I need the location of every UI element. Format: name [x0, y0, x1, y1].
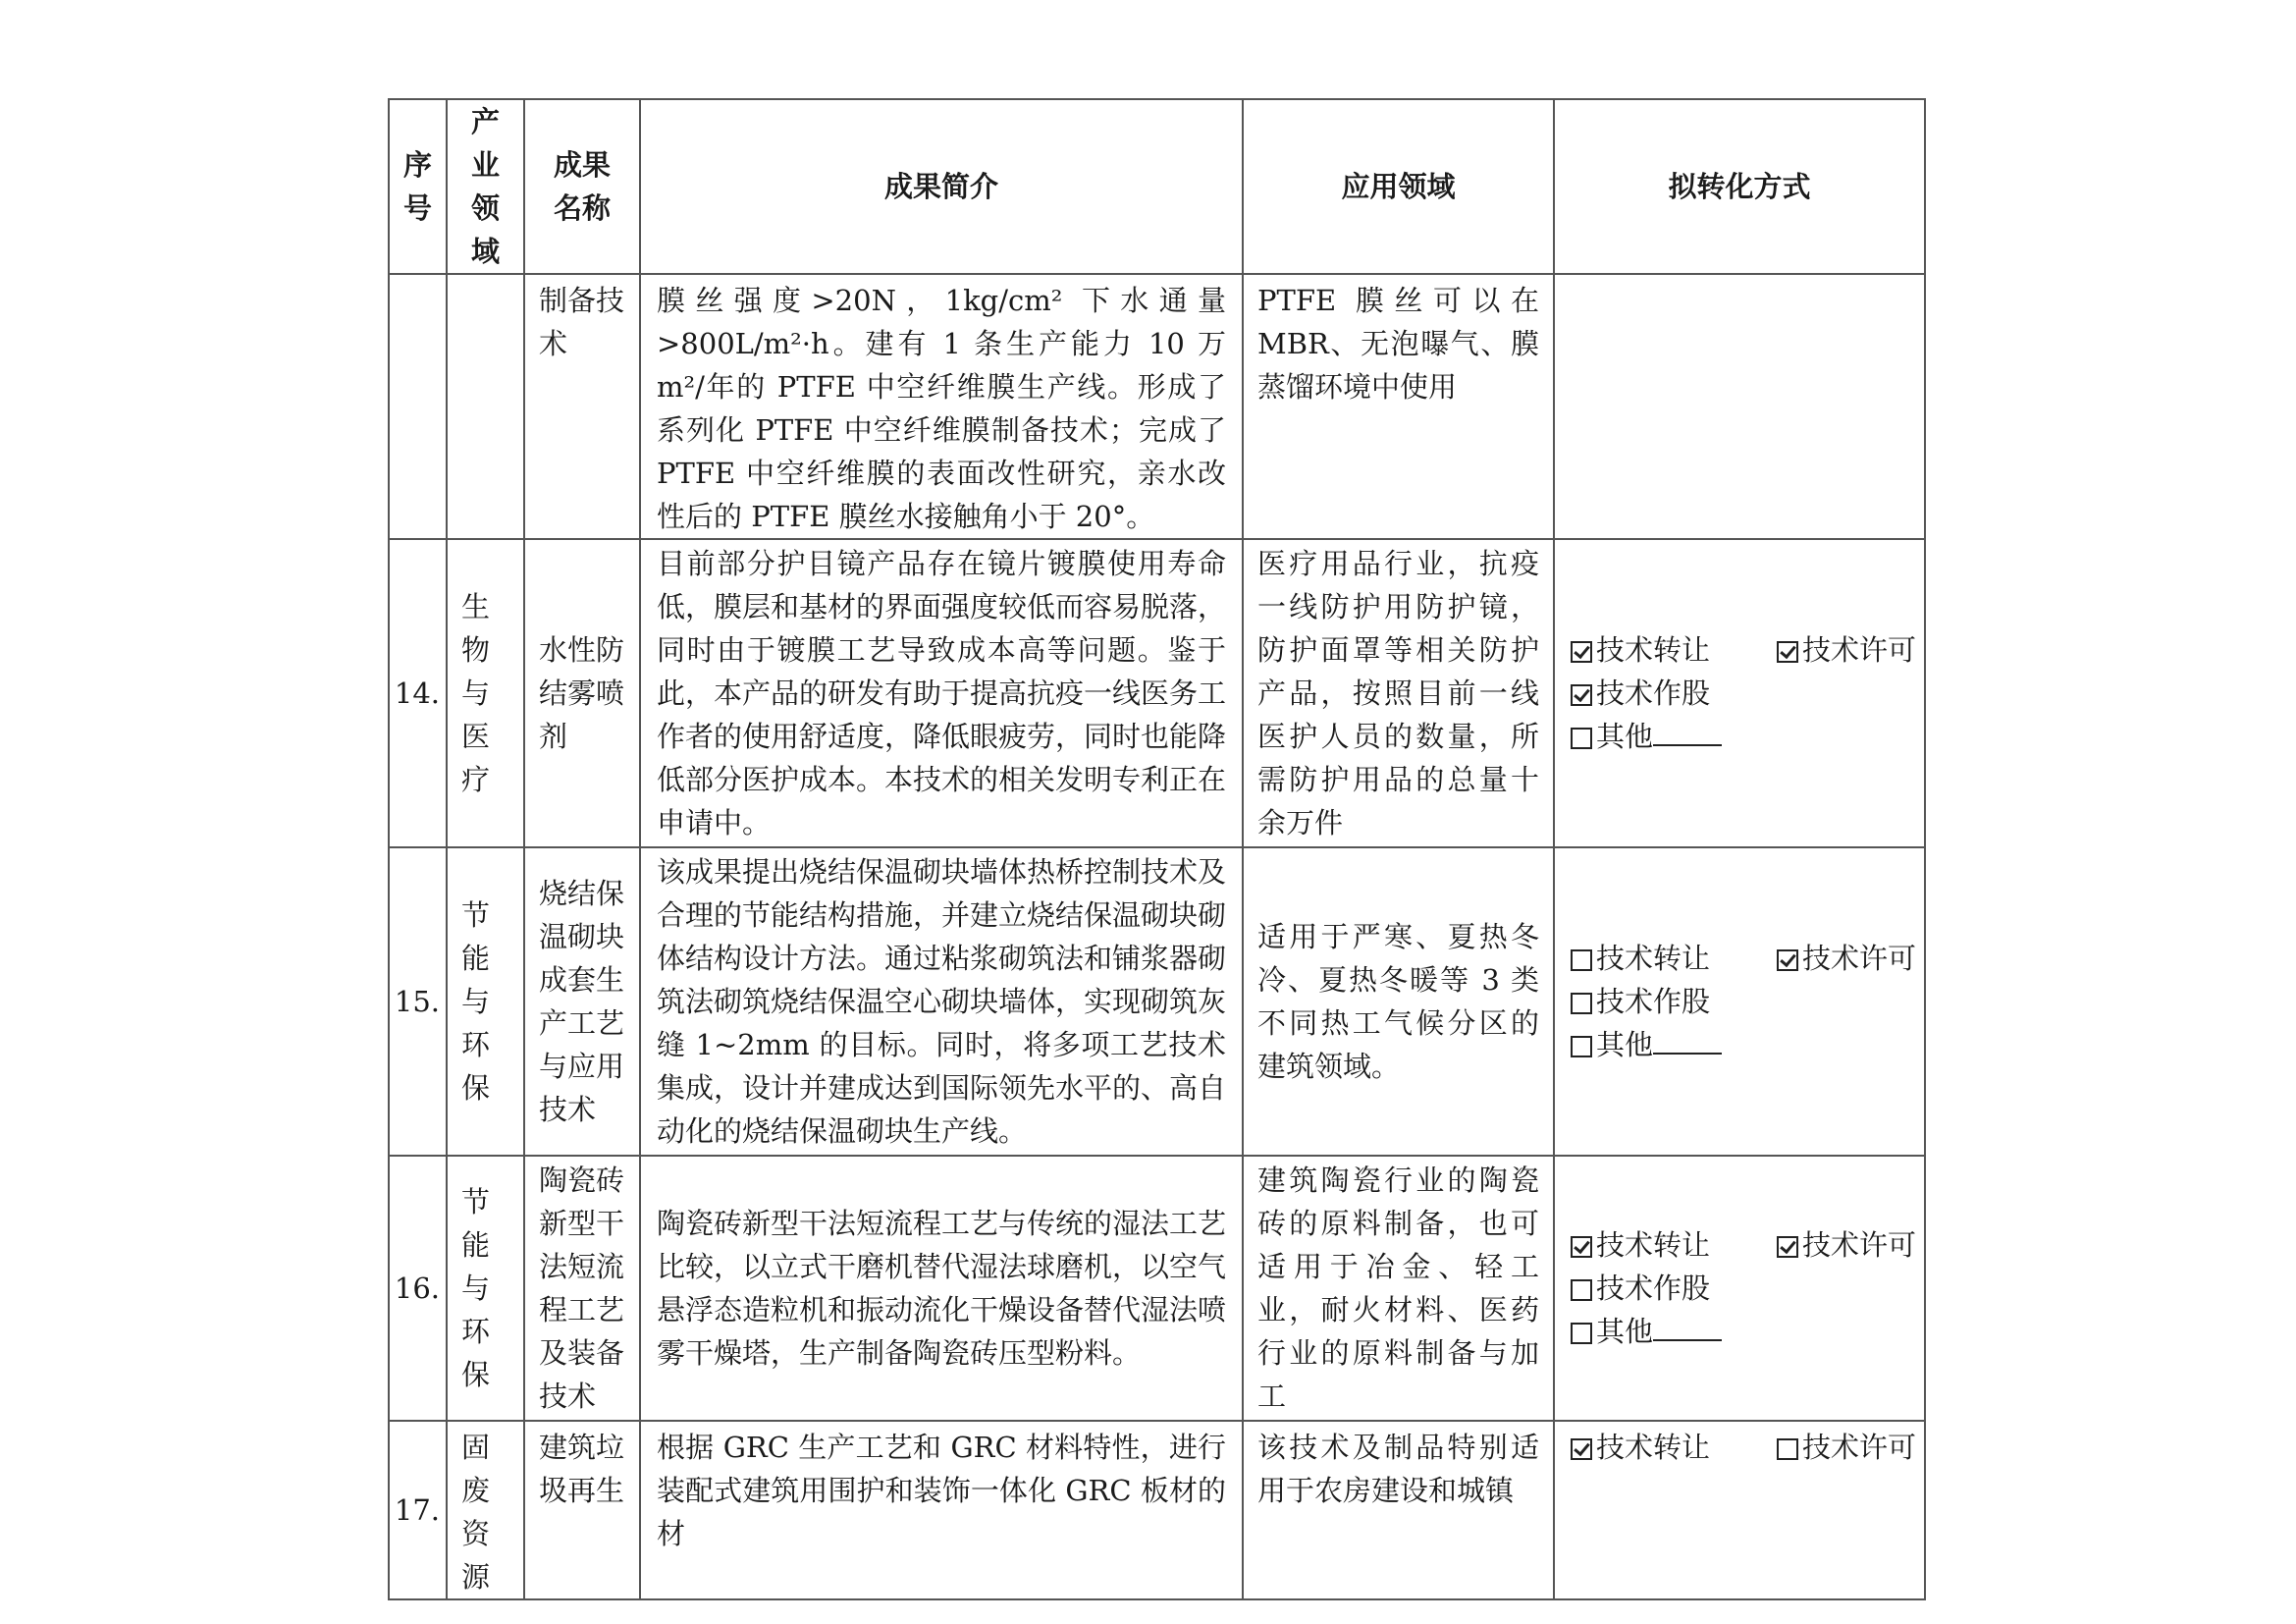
- option-license[interactable]: 技术许可: [1777, 1426, 1916, 1469]
- other-blank[interactable]: [1653, 1027, 1722, 1055]
- header-application: 应用领域: [1243, 99, 1554, 274]
- option-transfer[interactable]: 技术转让: [1571, 1223, 1710, 1267]
- table-row: [389, 847, 1925, 1156]
- row-method: [1554, 847, 1925, 1156]
- checkbox-checked-icon[interactable]: [1571, 1438, 1592, 1460]
- row-no: 14.: [389, 539, 447, 847]
- header-row: [389, 99, 1925, 274]
- table-row: [389, 274, 1925, 539]
- checkbox-checked-icon[interactable]: [1571, 1236, 1592, 1258]
- row-field: 固废资源: [447, 1421, 524, 1599]
- option-other[interactable]: 其他: [1571, 1023, 1916, 1066]
- checkbox-empty-icon[interactable]: [1777, 1438, 1798, 1460]
- checkbox-checked-icon[interactable]: [1571, 641, 1592, 663]
- row-application: PTFE 膜丝可以在 MBR、无泡曝气、膜蒸馏环境中使用: [1243, 274, 1554, 539]
- checkbox-empty-icon[interactable]: [1571, 1036, 1592, 1057]
- row-summary: 陶瓷砖新型干法短流程工艺与传统的湿法工艺比较，以立式干磨机替代湿法球磨机，以空气悬浮态造粒机和振动流化干燥设备替代湿法喷雾干燥塔，生产制备陶瓷砖压型粉料。: [640, 1156, 1243, 1421]
- option-license[interactable]: 技术许可: [1777, 937, 1916, 980]
- option-license[interactable]: 技术许可: [1777, 628, 1916, 672]
- row-no: 17.: [389, 1421, 447, 1599]
- option-transfer[interactable]: 技术转让: [1571, 628, 1710, 672]
- header-name: 成果名称: [524, 99, 640, 274]
- header-no: 序号: [389, 99, 447, 274]
- option-transfer[interactable]: 技术转让: [1571, 1426, 1710, 1469]
- header-method: 拟转化方式: [1554, 99, 1925, 274]
- checkbox-empty-icon[interactable]: [1571, 993, 1592, 1014]
- row-no: 15.: [389, 847, 447, 1156]
- option-equity[interactable]: 技术作股: [1571, 980, 1916, 1023]
- row-application: 该技术及制品特别适用于农房建设和城镇: [1243, 1421, 1554, 1599]
- row-method: [1554, 274, 1925, 539]
- row-name: 制备技术: [524, 274, 640, 539]
- row-name: 建筑垃圾再生: [524, 1421, 640, 1599]
- table-row: [389, 1156, 1925, 1421]
- row-summary: 膜丝强度>20N，1kg/cm² 下水通量>800L/m²·h。建有 1 条生产能力 10 万 m²/年的 PTFE 中空纤维膜生产线。形成了系列化 PTFE 中空纤维膜制备技术；完成了 PTFE 中空纤维膜的表面改性研究，亲水改性后的 PTFE 膜丝水接触角小于 20°。: [640, 274, 1243, 539]
- row-field: [447, 274, 524, 539]
- row-field: 生物与医疗: [447, 539, 524, 847]
- row-method: [1554, 539, 1925, 847]
- row-field: 节能与环保: [447, 1156, 524, 1421]
- checkbox-empty-icon[interactable]: [1571, 1279, 1592, 1301]
- header-field: 产业领域: [447, 99, 524, 274]
- other-blank[interactable]: [1653, 1314, 1722, 1341]
- checkbox-checked-icon[interactable]: [1571, 684, 1592, 706]
- row-name: 水性防结雾喷剂: [524, 539, 640, 847]
- row-no: [389, 274, 447, 539]
- checkbox-checked-icon[interactable]: [1777, 949, 1798, 971]
- checkbox-checked-icon[interactable]: [1777, 1236, 1798, 1258]
- row-method: [1554, 1156, 1925, 1421]
- row-summary: 目前部分护目镜产品存在镜片镀膜使用寿命低，膜层和基材的界面强度较低而容易脱落，同时由于镀膜工艺导致成本高等问题。鉴于此，本产品的研发有助于提高抗疫一线医务工作者的使用舒适度，降低眼疲劳，同时也能降低部分医护成本。本技术的相关发明专利正在申请中。: [640, 539, 1243, 847]
- checkbox-empty-icon[interactable]: [1571, 949, 1592, 971]
- row-application: 适用于严寒、夏热冬冷、夏热冬暖等 3 类不同热工气候分区的建筑领域。: [1243, 847, 1554, 1156]
- results-table: [388, 98, 1926, 1600]
- row-no: 16.: [389, 1156, 447, 1421]
- option-equity[interactable]: 技术作股: [1571, 1267, 1916, 1310]
- checkbox-checked-icon[interactable]: [1777, 641, 1798, 663]
- table-row: [389, 1421, 1925, 1599]
- row-summary: 根据 GRC 生产工艺和 GRC 材料特性，进行装配式建筑用围护和装饰一体化 GRC 板材的材: [640, 1421, 1243, 1599]
- row-field: 节能与环保: [447, 847, 524, 1156]
- checkbox-empty-icon[interactable]: [1571, 728, 1592, 749]
- option-transfer[interactable]: 技术转让: [1571, 937, 1710, 980]
- header-summary: 成果简介: [640, 99, 1243, 274]
- table-row: [389, 539, 1925, 847]
- option-equity[interactable]: 技术作股: [1571, 672, 1916, 715]
- checkbox-empty-icon[interactable]: [1571, 1323, 1592, 1344]
- row-name: 陶瓷砖新型干法短流程工艺及装备技术: [524, 1156, 640, 1421]
- row-summary: 该成果提出烧结保温砌块墙体热桥控制技术及合理的节能结构措施，并建立烧结保温砌块砌体结构设计方法。通过粘浆砌筑法和铺浆器砌筑法砌筑烧结保温空心砌块墙体，实现砌筑灰缝 1~2mm 的目标。同时，将多项工艺技术集成，设计并建成达到国际领先水平的、高自动化的烧结保温砌块生产线。: [640, 847, 1243, 1156]
- row-application: 医疗用品行业，抗疫一线防护用防护镜，防护面罩等相关防护产品，按照目前一线医护人员的数量，所需防护用品的总量十余万件: [1243, 539, 1554, 847]
- other-blank[interactable]: [1653, 719, 1722, 746]
- row-application: 建筑陶瓷行业的陶瓷砖的原料制备，也可适用于冶金、轻工业，耐火材料、医药行业的原料制备与加工: [1243, 1156, 1554, 1421]
- row-name: 烧结保温砌块成套生产工艺与应用技术: [524, 847, 640, 1156]
- row-method: [1554, 1421, 1925, 1599]
- option-other[interactable]: 其他: [1571, 1310, 1916, 1353]
- option-license[interactable]: 技术许可: [1777, 1223, 1916, 1267]
- option-other[interactable]: 其他: [1571, 715, 1916, 758]
